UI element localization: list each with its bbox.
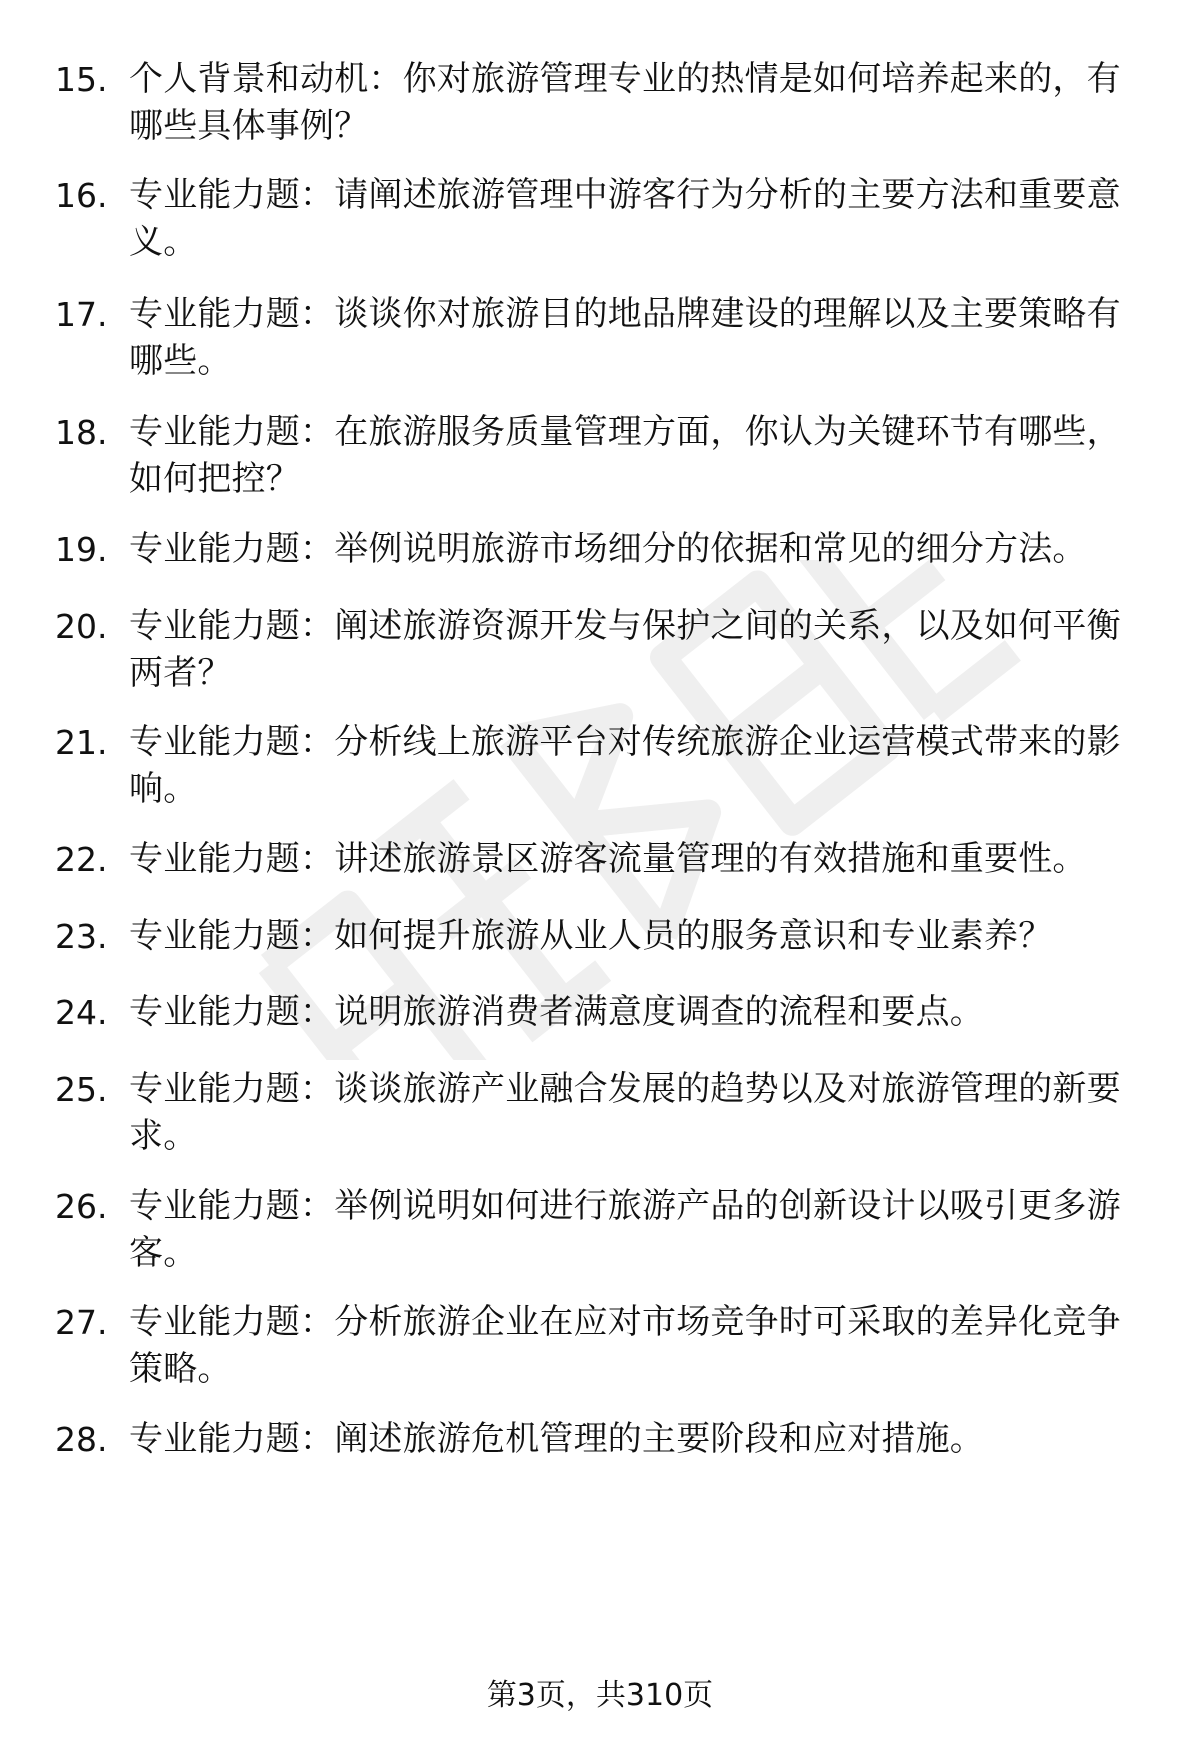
question-text: 专业能力题：分析线上旅游平台对传统旅游企业运营模式带来的影响。 — [129, 722, 1121, 809]
question-text: 专业能力题：阐述旅游资源开发与保护之间的关系，以及如何平衡两者？ — [129, 606, 1121, 693]
question-number: 17. — [55, 295, 108, 334]
question-number: 16. — [55, 176, 108, 215]
question-text: 专业能力题：分析旅游企业在应对市场竞争时可采取的差异化竞争策略。 — [129, 1302, 1121, 1389]
question-text: 专业能力题：在旅游服务质量管理方面，你认为关键环节有哪些，如何把控？ — [129, 412, 1121, 499]
question-text: 个人背景和动机：你对旅游管理专业的热情是如何培养起来的，有哪些具体事例？ — [129, 59, 1121, 146]
question-number: 15. — [55, 60, 108, 99]
question-text: 专业能力题：谈谈旅游产业融合发展的趋势以及对旅游管理的新要求。 — [129, 1069, 1121, 1156]
question-text: 专业能力题：举例说明如何进行旅游产品的创新设计以吸引更多游客。 — [129, 1186, 1121, 1273]
question-text: 专业能力题：如何提升旅游从业人员的服务意识和专业素养？ — [129, 916, 1053, 956]
question-number: 21. — [55, 723, 108, 762]
page-number-footer: 第3页，共310页 — [486, 1678, 714, 1713]
question-number: 26. — [55, 1187, 108, 1226]
question-number: 28. — [55, 1420, 108, 1459]
question-number: 18. — [55, 413, 108, 452]
question-number: 23. — [55, 917, 108, 956]
question-text: 专业能力题：讲述旅游景区游客流量管理的有效措施和重要性。 — [129, 839, 1087, 879]
question-number: 19. — [55, 530, 108, 569]
question-number: 27. — [55, 1303, 108, 1342]
question-text: 专业能力题：阐述旅游危机管理的主要阶段和应对措施。 — [129, 1419, 984, 1459]
question-number: 20. — [55, 607, 108, 646]
question-number: 22. — [55, 840, 108, 879]
question-number: 25. — [55, 1070, 108, 1109]
question-text: 专业能力题：说明旅游消费者满意度调查的流程和要点。 — [129, 992, 984, 1032]
question-text: 专业能力题：请阐述旅游管理中游客行为分析的主要方法和重要意义。 — [129, 175, 1121, 262]
question-text: 专业能力题：谈谈你对旅游目的地品牌建设的理解以及主要策略有哪些。 — [129, 294, 1121, 381]
question-number: 24. — [55, 993, 108, 1032]
question-text: 专业能力题：举例说明旅游市场细分的依据和常见的细分方法。 — [129, 529, 1087, 569]
